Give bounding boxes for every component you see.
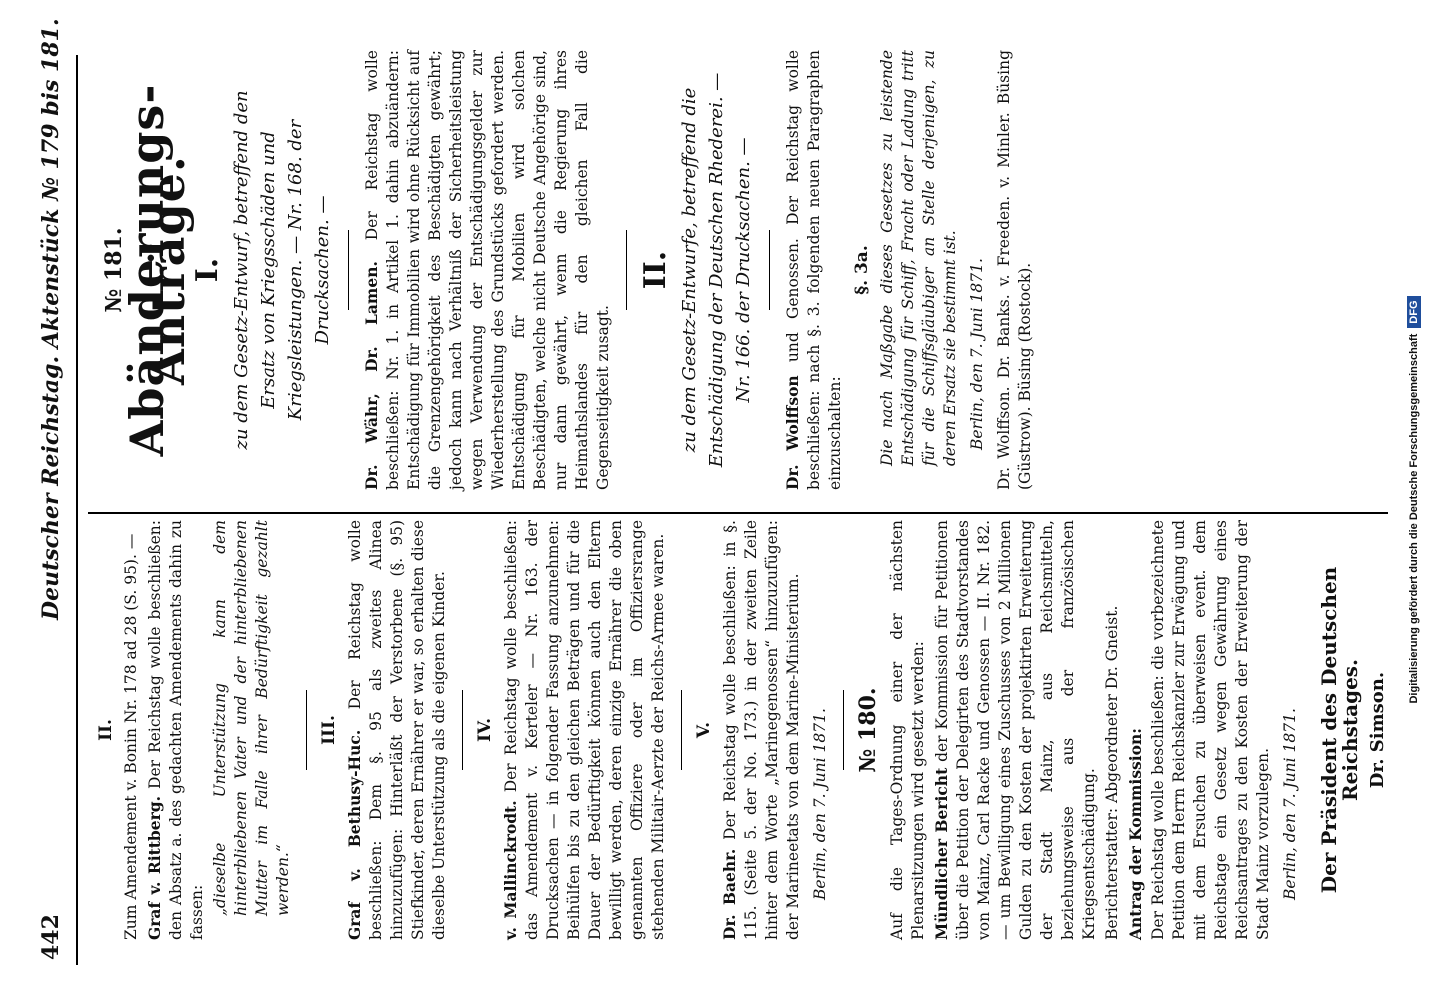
separator bbox=[306, 690, 307, 770]
section-5-date: Berlin, den 7. Juni 1871. bbox=[811, 708, 829, 900]
n180-report bbox=[931, 520, 1100, 940]
n180-motion-label: Antrag der Kommission: bbox=[1126, 728, 1145, 940]
n180-date: Berlin, den 7. Juni 1871. bbox=[1281, 708, 1299, 900]
separator bbox=[843, 690, 844, 770]
digitization-note bbox=[1408, 0, 1420, 1000]
section-2-mover: Graf v. Rittberg. bbox=[145, 795, 164, 940]
section-3-body bbox=[344, 520, 450, 940]
dfg-logo: DFG bbox=[1407, 296, 1421, 327]
section-5-text: Der Reichstag wolle beschließen: in §. 115. (Seite 5. der No. 173.) in der zweiten Zeile hinter dem Worte „Marinegenossen“ hinzuzufügen: der Marineetats von dem Marine-Ministerium. bbox=[721, 520, 802, 940]
left-column bbox=[90, 520, 1388, 940]
section-I-body bbox=[361, 50, 614, 490]
separator bbox=[462, 690, 463, 770]
section-4-mover: v. Mallinckrodt. bbox=[501, 800, 520, 940]
section-3-numeral: III. bbox=[319, 715, 339, 745]
n180-report-label: Mündlicher Bericht bbox=[932, 767, 951, 940]
section-II-paragraph: §. 3a. bbox=[852, 245, 872, 295]
page-number: 442 bbox=[38, 914, 64, 960]
separator bbox=[769, 230, 770, 310]
section-II-mover: Dr. Wolffson bbox=[783, 375, 802, 490]
running-head bbox=[18, 0, 78, 1000]
section-5-body bbox=[719, 520, 804, 940]
president-title: Der Präsident des Deutschen Reichstages. bbox=[1317, 566, 1362, 894]
separator bbox=[681, 690, 682, 770]
n180-report-text: der Kommission für Petitionen über die Petition der Delegirten des Stadtvorstandes von Mainz, Carl Racke und Genossen — II. Nr. 182. — um Bewilligung eines Zuschusses von 2 Millionen Gulden zu den Kosten der projektirten Erweiterung der Stadt Mainz, aus Reichsmitteln, beziehungsweise aus der französischen Kriegsentschädigung. bbox=[933, 520, 1098, 940]
section-2-numeral: II. bbox=[96, 719, 116, 741]
section-I-heading: zu dem Gesetz-Entwurf, betreffend den Ersatz von Kriegsschäden und Kriegsleistungen. — Nr. 168. der Drucksachen. — bbox=[231, 90, 333, 450]
section-2-quote: „dieselbe Unterstützung kann dem hinterbliebenen Vater und der hinterbliebenen Mutter im Falle ihrer Bedürftigkeit gezahlt werden.“ bbox=[211, 520, 292, 916]
section-2-ref: Zum Amendement v. Bonin Nr. 178 ad 28 (S. 95). — bbox=[122, 533, 140, 940]
section-I-numeral: I. bbox=[190, 257, 225, 283]
header-rule bbox=[76, 55, 78, 965]
section-2-text: Der Reichstag wolle beschließen: den Absatz a. des gedachten Amendements dahin zu fassen: bbox=[146, 520, 206, 940]
section-II-date: Berlin, den 7. Juni 1871. bbox=[968, 258, 986, 450]
section-4-text: Der Reichstag wolle beschließen: das Amendement v. Kerteler — Nr. 163. der Drucksachen — in folgender Fassung anzunehmen: Beihülfen bis zu den gleichen Beträgen und für die Dauer der Bedürftigkeit können auch den Eltern bewilligt werden, deren einzige Ernährer die oben genannten Offiziere oder im Offiziersrange stehenden Militair-Aerzte der Reichs-Armee waren. bbox=[502, 520, 667, 940]
n180-intro: Auf die Tages-Ordnung einer der nächsten Plenarsitzungen wird gesetzt werden: bbox=[888, 520, 927, 940]
section-I-mover: Dr. Währ, Dr. Lamen. bbox=[362, 261, 381, 490]
section-3-mover: Graf v. Bethusy-Huc. bbox=[345, 729, 364, 940]
motion-title: Abänderungs-Anträge. bbox=[120, 83, 195, 457]
section-II-heading: zu dem Gesetz-Entwurfe, betreffend die Entschädigung der Deutschen Rhederei. — Nr. 166. der Drucksachen. — bbox=[679, 72, 754, 468]
section-II-numeral: II. bbox=[638, 250, 673, 290]
digitization-text: Digitalisierung gefördert durch die Deutsche Forschungsgemeinschaft bbox=[1408, 333, 1420, 704]
separator bbox=[626, 230, 627, 310]
number-181: № 181. bbox=[101, 227, 127, 313]
n180-reporter: Berichterstatter: Abgeordneter Dr. Gneist. bbox=[1103, 605, 1121, 940]
section-II-body bbox=[782, 50, 846, 490]
section-II-signatories: Dr. Wolffson. Dr. Banks. v. Freeden. v. Minler. Büsing (Güstrow). Büsing (Rostock). bbox=[995, 50, 1034, 490]
column-divider bbox=[88, 512, 1388, 514]
right-column bbox=[90, 50, 1038, 490]
separator bbox=[348, 230, 349, 310]
president-name: Dr. Simson. bbox=[1367, 671, 1388, 789]
section-2-body bbox=[144, 520, 208, 940]
number-180: № 180. bbox=[855, 687, 881, 773]
section-II-quote: Die nach Maßgabe dieses Gesetzes zu leistende Entschädigung für Schiff, Fracht oder Ladung tritt für die Schiffsgläubiger an Stelle derjenigen, zu deren Ersatz sie bestimmt ist. bbox=[878, 50, 959, 466]
running-title: Deutscher Reichstag. Aktenstück № 179 bis 181. bbox=[38, 18, 64, 620]
section-I-text: Der Reichstag wolle beschließen: Nr. 1. in Artikel 1. dahin abzuändern: Entschädigung für Immobilien wird ohne Rücksicht auf die Grenzengehörigkeit des Beschädigten gewährt; jedoch kann nach Verhältniß der Sicherheitsleistung wegen Verwendung der Entschädigungsgelder zur Wiederherstellung des Grundstücks gefordert werden. Entschädigung für Mobilien wird solchen Beschädigten, welche nicht Deutsche Angehörige sind, nur dann gewährt, wenn die Regierung ihres Heimathslandes für den gleichen Fall die Gegenseitigkeit zusagt. bbox=[363, 50, 612, 490]
section-5-mover: Dr. Baehr. bbox=[720, 848, 739, 940]
section-4-body bbox=[500, 520, 669, 940]
section-3-text: Der Reichstag wolle beschließen: Dem §. 95 als zweites Alinea hinzuzufügen: Hinterläßt der Verstorbene (§. 95) Stiefkinder, deren Ernährer er war, so erhalten diese dieselbe Unterstützung als die eigenen Kinder. bbox=[346, 520, 448, 940]
section-II-text: und Genossen. Der Reichstag wolle beschließen: nach §. 3. folgenden neuen Paragraphen einzuschalten: bbox=[784, 50, 844, 490]
section-4-numeral: IV. bbox=[475, 717, 495, 743]
n180-motion-text: Der Reichstag wolle beschließen: die vorbezeichnete Petition dem Herrn Reichskanzler zur Erwägung und mit dem Ersuchen zu überweisen event. dem Reichstage ein Gesetz wegen Gewährung eines Reichsantrages zu den Kosten der Erweiterung der Stadt Mainz vorzulegen. bbox=[1149, 520, 1272, 940]
section-5-numeral: V. bbox=[694, 721, 714, 739]
